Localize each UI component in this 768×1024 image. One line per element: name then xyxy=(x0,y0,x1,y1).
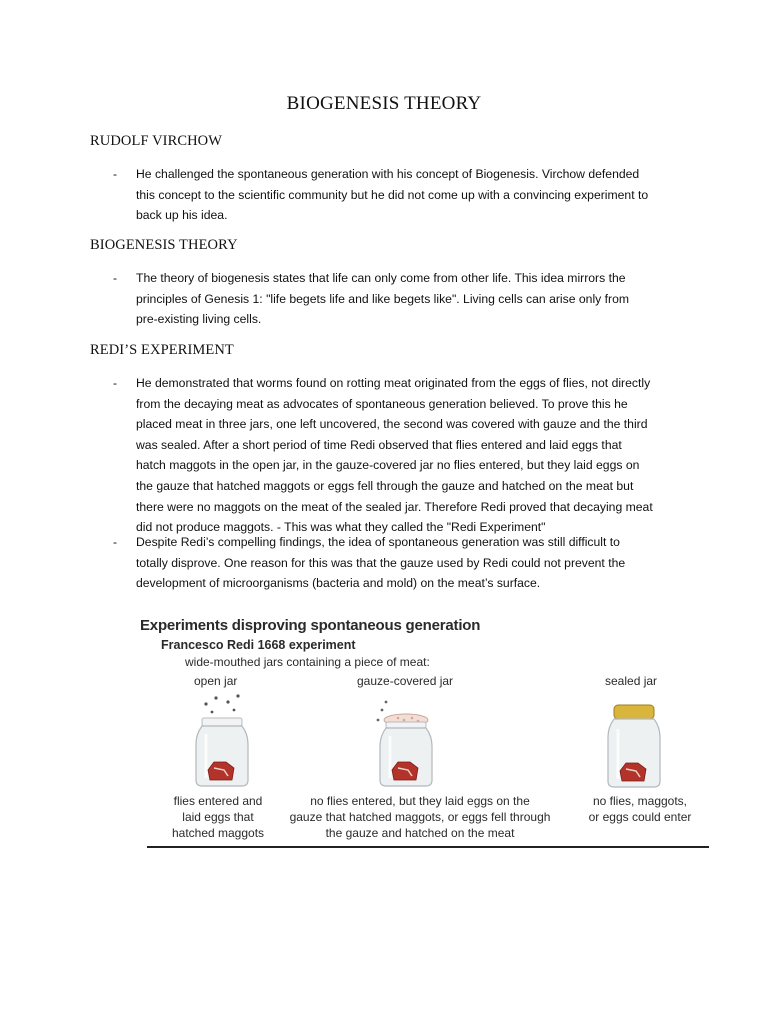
bullet-marker: - xyxy=(113,271,118,285)
jar-desc-line: or eggs could enter xyxy=(588,810,692,824)
bullet-item xyxy=(113,373,653,538)
jar-desc-sealed xyxy=(575,793,705,825)
jar-desc-line: hatched maggots xyxy=(171,826,265,840)
bullet-marker: - xyxy=(113,167,118,181)
jar-label-gauze: gauze-covered jar xyxy=(357,674,454,688)
sealed-jar-illustration xyxy=(600,695,670,790)
jar-desc-gauze xyxy=(280,793,560,841)
jar-desc-open xyxy=(158,793,278,841)
bullet-text: The theory of biogenesis states that life can only come from other life. This idea mirrors the principles of Genesis 1: "life begets life and like begets like". Living cells can arise only from pre-existing living cells. xyxy=(136,271,630,327)
jar-label-sealed: sealed jar xyxy=(605,674,658,688)
section-heading-redi: REDI’S EXPERIMENT xyxy=(90,342,234,358)
figure-caption: wide-mouthed jars containing a piece of meat: xyxy=(185,655,430,669)
open-jar-illustration xyxy=(188,690,258,790)
bullet-item xyxy=(113,268,653,330)
bullet-item xyxy=(113,164,653,226)
section-heading-biogenesis: BIOGENESIS THEORY xyxy=(90,237,238,253)
bullet-text: Despite Redi’s compelling findings, the idea of spontaneous generation was still difficult to totally disprove. One reason for this was that the gauze used by Redi could not prevent the development of microorganisms (bacteria and mold) on the meat’s surface. xyxy=(136,535,626,591)
jar-label-open: open jar xyxy=(194,674,238,688)
figure-subtitle: Francesco Redi 1668 experiment xyxy=(161,638,356,652)
jar-desc-line: no flies entered, but they laid eggs on the xyxy=(310,794,530,808)
page-title: BIOGENESIS THEORY xyxy=(286,93,482,114)
jar-desc-line: laid eggs that xyxy=(182,810,254,824)
section-heading-virchow: RUDOLF VIRCHOW xyxy=(90,133,223,149)
bullet-marker: - xyxy=(113,376,118,390)
figure-divider xyxy=(147,846,709,848)
gauze-jar-illustration xyxy=(372,690,442,790)
bullet-text: He challenged the spontaneous generation with his concept of Biogenesis. Virchow defended this concept to the scientific community but he did not come up with a convincing experiment to back up his idea. xyxy=(136,167,649,223)
bullet-item xyxy=(113,532,653,594)
redi-experiment-figure xyxy=(130,610,720,860)
jar-desc-line: no flies, maggots, xyxy=(592,794,688,808)
jar-desc-line: the gauze and hatched on the meat xyxy=(325,826,515,840)
jar-desc-line: flies entered and xyxy=(173,794,263,808)
jar-desc-line: gauze that hatched maggots, or eggs fell through xyxy=(289,810,551,824)
figure-title: Experiments disproving spontaneous generation xyxy=(140,617,481,634)
bullet-text: He demonstrated that worms found on rotting meat originated from the eggs of flies, not directly from the decaying meat as advocates of spontaneous generation believed. To prove this he placed meat in three jars, one left uncovered, the second was covered with gauze and the third was sealed. After a short period of time Redi observed that flies entered and laid eggs that hatch maggots in the open jar, in the gauze-covered jar no flies entered, but they laid eggs on the gauze that hatched maggots or eggs fell through the gauze and hatched on the meat but there were no maggots on the meat of the sealed jar. Therefore Redi proved that decaying meat did not produce maggots. - This was what they called the "Redi Experiment" xyxy=(136,376,653,535)
bullet-marker: - xyxy=(113,535,118,549)
